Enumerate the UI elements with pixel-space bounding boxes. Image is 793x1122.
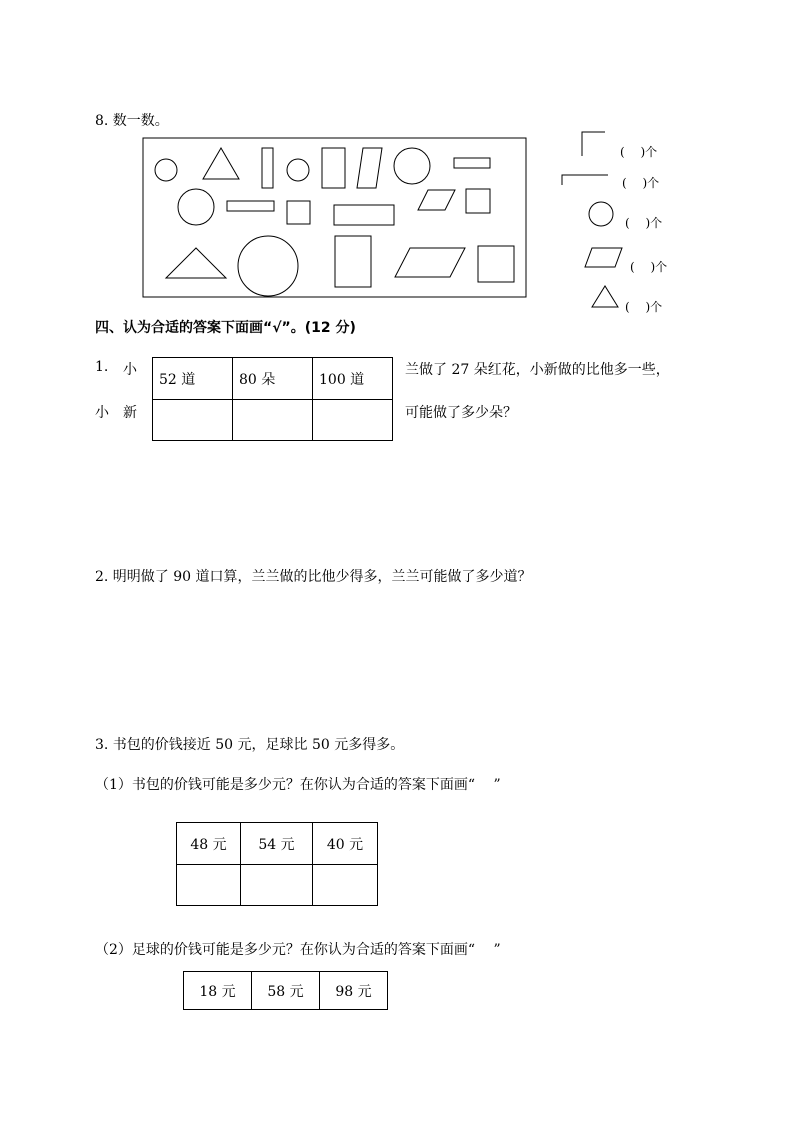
circle-icon — [589, 202, 613, 226]
p3-answer-cell[interactable] — [177, 865, 241, 906]
rectangle-icon — [454, 158, 490, 168]
section4-heading: 四、认为合适的答案下面画“√”。(12 分) — [95, 320, 356, 336]
right-angle-icon — [582, 132, 605, 156]
right-angle-icon — [562, 175, 608, 185]
rectangle-icon — [262, 148, 273, 188]
circle-icon — [394, 148, 430, 184]
p1-text-right-top: 兰做了 27 朵红花，小新做的比他多一些， — [405, 362, 670, 378]
count-blank-2: ( )个 — [622, 176, 660, 190]
p3-table-1 — [176, 822, 378, 906]
p3-option2-2: 58 元 — [252, 972, 320, 1010]
circle-icon — [287, 159, 309, 181]
circle-icon — [238, 236, 298, 296]
p1-answer-cell[interactable] — [313, 400, 393, 441]
square-icon — [466, 189, 490, 213]
parallelogram-icon — [395, 248, 465, 277]
p1-option-3: 100 道 — [313, 358, 393, 400]
p3-sub1: （1）书包的价钱可能是多少元？在你认为合适的答案下面画“ ” — [95, 777, 501, 793]
p1-answer-table — [152, 357, 393, 441]
triangle-icon — [166, 248, 226, 278]
count-blank-4: ( )个 — [630, 260, 668, 274]
p3-option2-3: 98 元 — [320, 972, 388, 1010]
p1-left-bottom: 小 新 — [95, 405, 137, 421]
triangle-icon — [592, 286, 618, 307]
p2-text: 2. 明明做了 90 道口算，兰兰做的比他少得多，兰兰可能做了多少道？ — [95, 569, 532, 585]
p1-left-top: 小 — [123, 362, 137, 378]
count-blank-5: ( )个 — [625, 300, 663, 314]
p1-answer-cell[interactable] — [153, 400, 233, 441]
p3-option-3: 40 元 — [313, 823, 378, 865]
p1-option-1: 52 道 — [153, 358, 233, 400]
rectangle-icon — [335, 236, 371, 287]
p3-text: 3. 书包的价钱接近 50 元，足球比 50 元多得多。 — [95, 737, 405, 753]
p1-text-right-bottom: 可能做了多少朵？ — [405, 405, 517, 421]
p3-table-2 — [183, 971, 388, 1010]
p1-option-2: 80 朵 — [233, 358, 313, 400]
p3-answer-cell[interactable] — [313, 865, 378, 906]
rectangle-icon — [322, 148, 345, 188]
parallelogram-icon — [418, 190, 455, 210]
count-blank-1: ( )个 — [620, 145, 658, 159]
p1-number: 1. — [95, 359, 109, 375]
rectangle-icon — [227, 201, 274, 211]
rectangle-icon — [334, 205, 394, 225]
p3-sub2: （2）足球的价钱可能是多少元？在你认为合适的答案下面画“ ” — [95, 942, 501, 958]
parallelogram-icon — [585, 248, 622, 267]
square-icon — [287, 201, 310, 224]
circle-icon — [155, 159, 177, 181]
triangle-icon — [203, 148, 239, 179]
circle-icon — [178, 189, 214, 225]
parallelogram-icon — [357, 148, 382, 188]
square-icon — [478, 246, 514, 282]
p3-answer-cell[interactable] — [241, 865, 313, 906]
q8-title: 8. 数一数。 — [95, 113, 169, 129]
p3-option-2: 54 元 — [241, 823, 313, 865]
p1-answer-cell[interactable] — [233, 400, 313, 441]
p3-option2-1: 18 元 — [184, 972, 252, 1010]
count-blank-3: ( )个 — [625, 216, 663, 230]
p3-option-1: 48 元 — [177, 823, 241, 865]
